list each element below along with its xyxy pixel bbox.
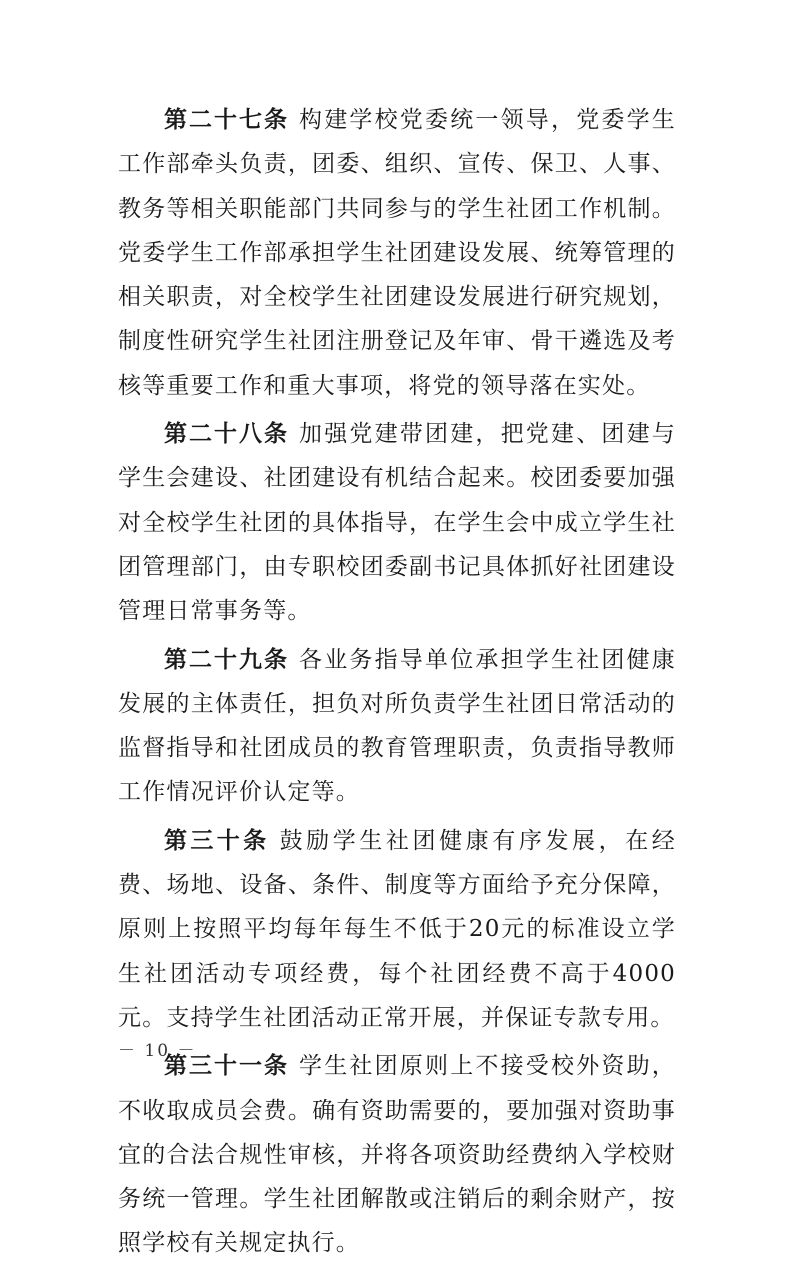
article-31 bbox=[118, 1044, 676, 1265]
article-28 bbox=[118, 412, 676, 633]
article-29 bbox=[118, 638, 676, 815]
article-text: 构建学校党委统一领导，党委学生工作部牵头负责，团委、组织、宣传、保卫、人事、教务等相关职能部门共同参与的学生社团工作机制。党委学生工作部承担学生社团建设发展、统筹管理的相关职责，对全校学生社团建设发展进行研究规划，制度性研究学生社团注册登记及年审、骨干遴选及考核等重要工作和重大事项，将党的领导落在实处。 bbox=[118, 107, 676, 399]
article-text: 学生社团原则上不接受校外资助，不收取成员会费。确有资助需要的，要加强对资助事宜的合法合规性审核，并将各项资助经费纳入学校财务统一管理。学生社团解散或注销后的剩余财产，按照学校有关规定执行。 bbox=[118, 1053, 676, 1257]
article-number: 第三十一条 bbox=[164, 1052, 289, 1080]
article-number: 第二十九条 bbox=[164, 645, 289, 673]
article-text: 加强党建带团建，把党建、团建与学生会建设、社团建设有机结合起来。校团委要加强对全校学生社团的具体指导，在学生会中成立学生社团管理部门，由专职校团委副书记具体抓好社团建设管理日常事务等。 bbox=[118, 421, 676, 625]
article-text: 各业务指导单位承担学生社团健康发展的主体责任，担负对所负责学生社团日常活动的监督指导和社团成员的教育管理职责，负责指导教师工作情况评价认定等。 bbox=[118, 646, 676, 806]
article-number: 第三十条 bbox=[164, 826, 270, 854]
page-number: － 10 － bbox=[118, 1041, 197, 1061]
document-body bbox=[118, 98, 676, 1266]
article-30 bbox=[118, 819, 676, 1040]
article-27 bbox=[118, 98, 676, 408]
article-text: 鼓励学生社团健康有序发展，在经费、场地、设备、条件、制度等方面给予充分保障，原则上按照平均每年每生不低于20元的标准设立学生社团活动专项经费，每个社团经费不高于4000元。支持学生社团活动正常开展，并保证专款专用。 bbox=[118, 827, 677, 1031]
article-number: 第二十七条 bbox=[164, 106, 289, 133]
article-number: 第二十八条 bbox=[164, 420, 289, 448]
